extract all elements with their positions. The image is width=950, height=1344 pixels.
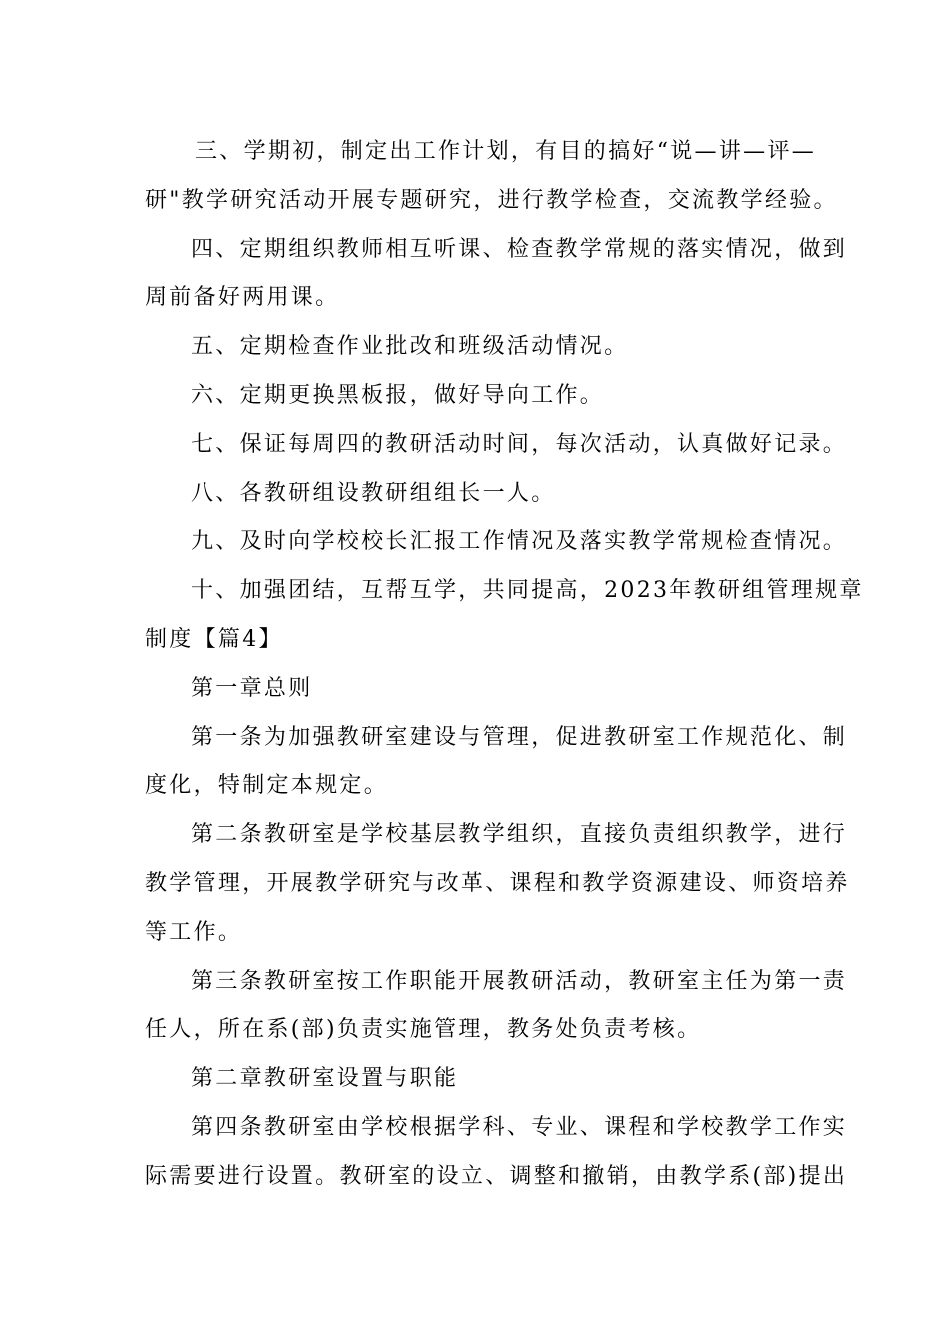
text-line: 三、学期初，制定出工作计划，有目的搞好“说—讲—评— [195,139,817,164]
paragraph-homework-check [145,323,807,372]
text-line: 任人，所在系(部)负责实施管理，教务处负责考核。 [145,1017,702,1043]
chapter-heading-setup [145,1055,807,1104]
text-line: 五、定期检查作业批改和班级活动情况。 [191,334,629,360]
paragraph-group-leader [145,470,807,519]
chapter-heading-general [145,665,807,714]
text-line: 度化，特制定本规定。 [145,773,389,799]
text-line: 六、定期更换黑板报，做好导向工作。 [191,382,605,408]
text-line: 第二条教研室是学校基层教学组织，直接负责组织教学，进行 [191,822,848,848]
paragraph-thursday-activity [145,421,848,470]
text-line: 四、定期组织教师相互听课、检查教学常规的落实情况，做到 [191,236,848,262]
text-line: 第一条为加强教研室建设与管理，促进教研室工作规范化、制 [191,724,848,750]
text-line: 十、加强团结，互帮互学，共同提高，2023年教研组管理规章 [191,578,864,604]
paragraph-report-to-principal [145,518,848,567]
paragraph-unity-heading [145,567,864,665]
article-3 [145,958,848,1056]
paragraph-mutual-lesson-observation [145,226,848,324]
text-line: 第二章教研室设置与职能 [191,1066,459,1092]
text-line: 九、及时向学校校长汇报工作情况及落实教学常规检查情况。 [191,529,848,555]
text-line: 等工作。 [145,919,243,945]
text-line: 第四条教研室由学校根据学科、专业、课程和学校教学工作实 [191,1114,848,1140]
text-line: 制度【篇4】 [145,626,283,652]
article-4 [145,1104,848,1202]
text-line: 八、各教研组设教研组组长一人。 [191,480,556,506]
text-line: 七、保证每周四的教研活动时间，每次活动，认真做好记录。 [191,431,848,457]
document-page [145,128,864,1202]
paragraph-term-start-plan [145,128,838,226]
paragraph-blackboard [145,372,807,421]
text-line: 际需要进行设置。教研室的设立、调整和撤销，由教学系(部)提出 [145,1163,848,1189]
text-line: 周前备好两用课。 [145,285,340,311]
article-1 [145,714,848,812]
article-2 [145,811,850,957]
text-line: 第三条教研室按工作职能开展教研活动，教研室主任为第一责 [191,968,848,994]
text-line: 第一章总则 [191,675,313,701]
text-line: 教学管理，开展教学研究与改革、课程和教学资源建设、师资培养 [145,870,850,896]
text-line: 研"教学研究活动开展专题研究，进行教学检查，交流教学经验。 [145,187,838,213]
